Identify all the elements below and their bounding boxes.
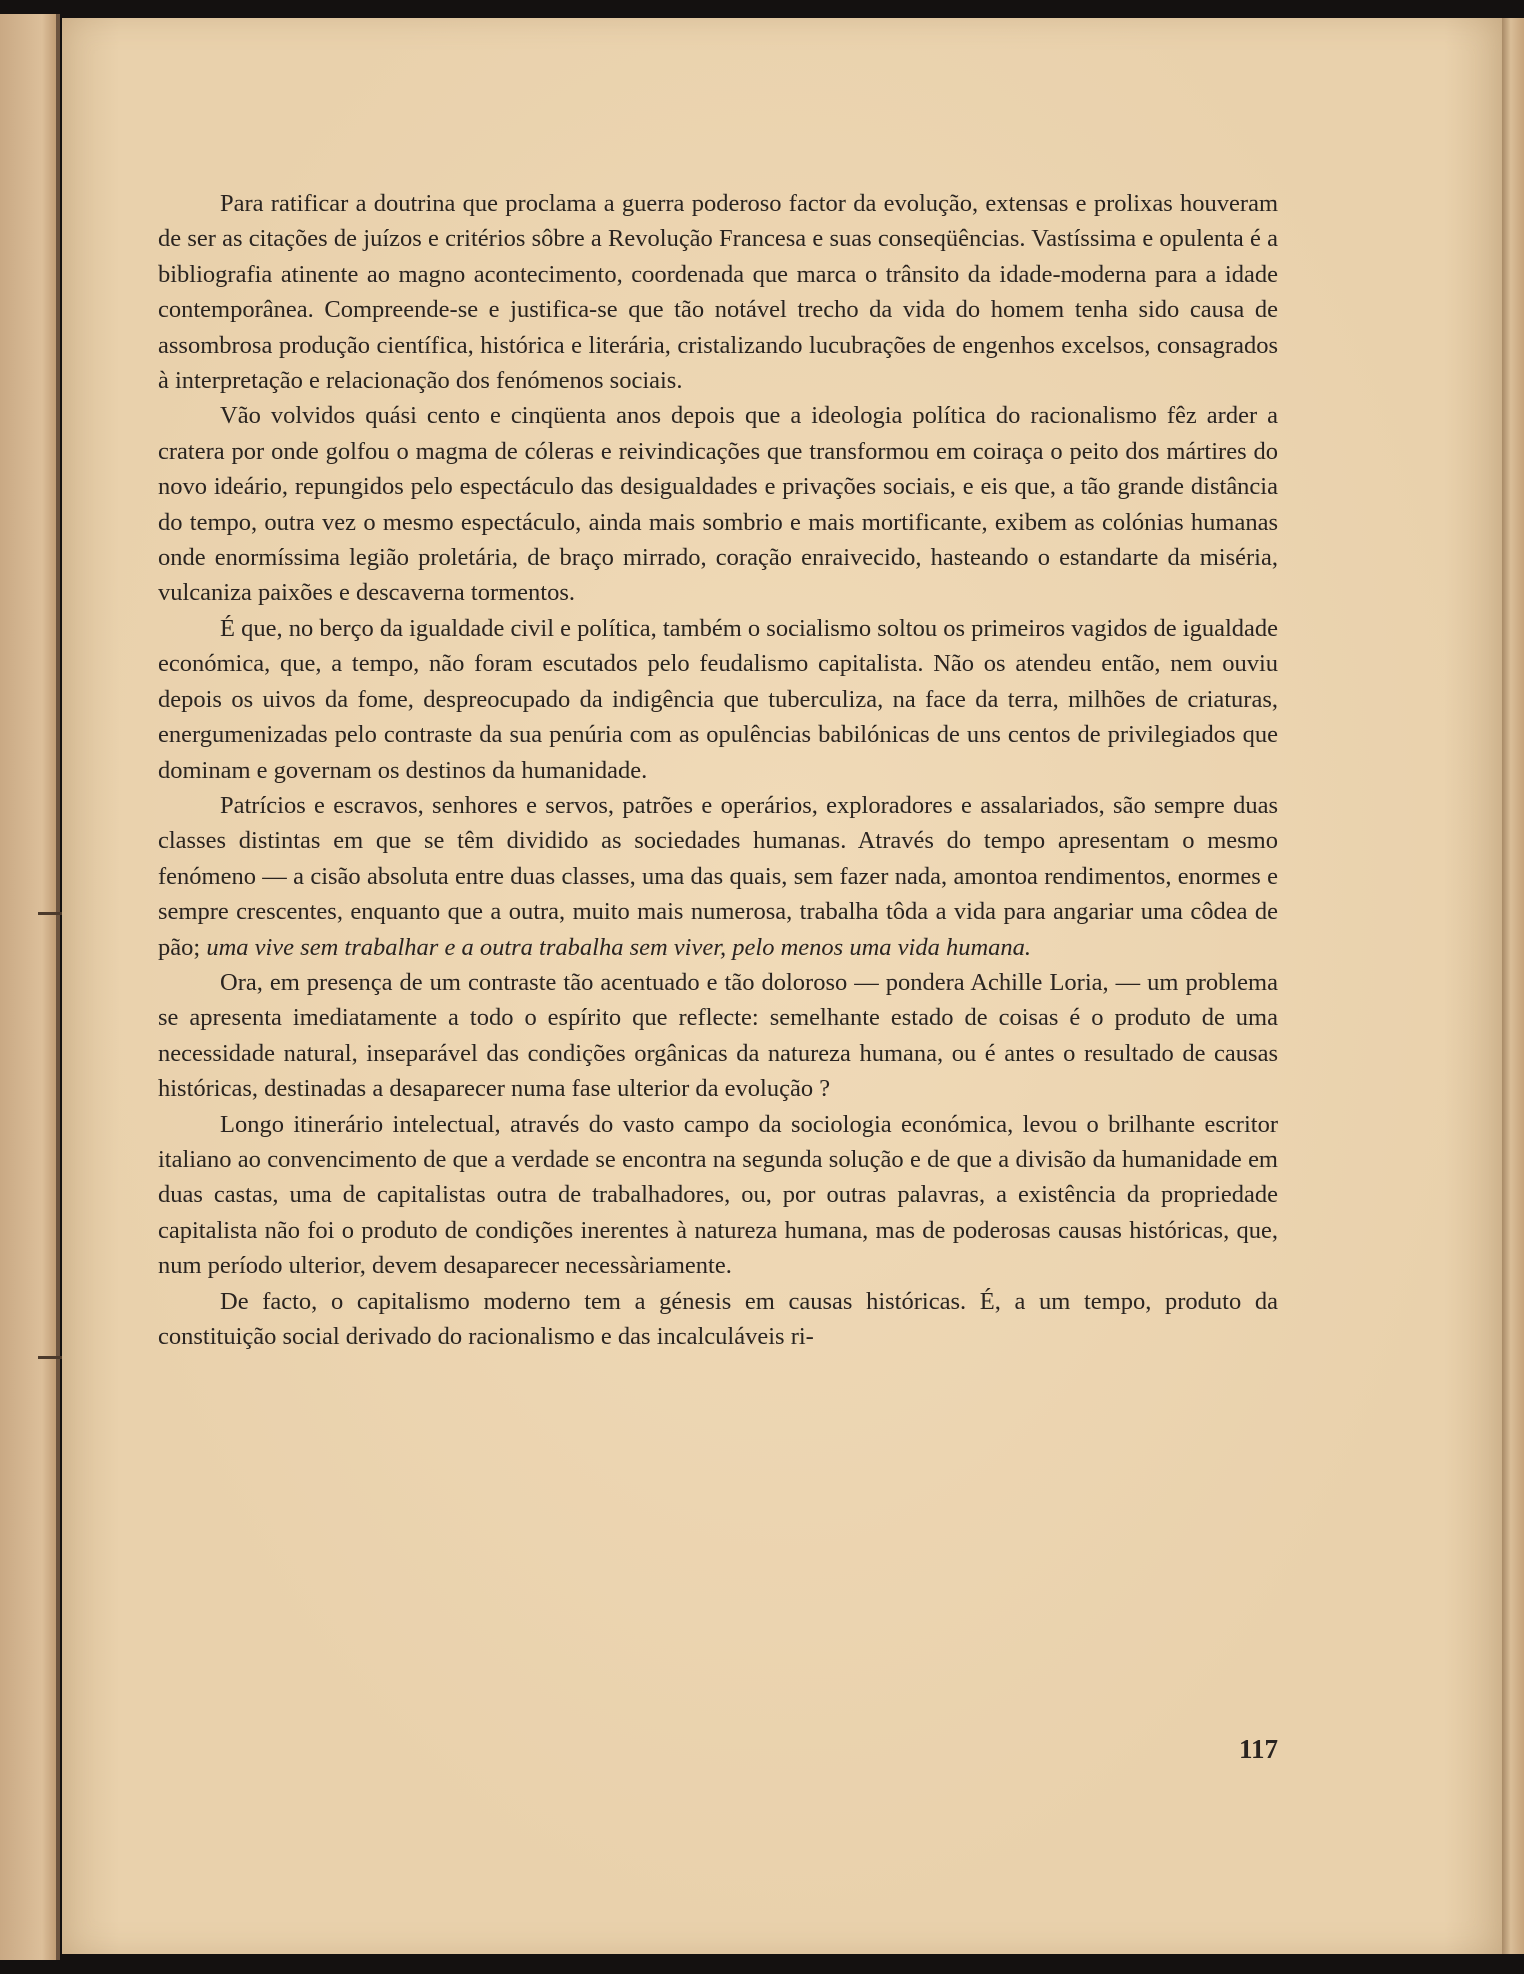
binding-thread-mark bbox=[38, 912, 64, 915]
body-text bbox=[158, 186, 1278, 1354]
page-number: 117 bbox=[1238, 1734, 1278, 1764]
paragraph: É que, no berço da igualdade civil e política, também o socialismo soltou os primeiros vagidos de igualdade económica, que, a tempo, não foram escutados pelo feudalismo capitalista. Não os atendeu então, nem ouviu depois os uivos da fome, despreocupado da indigência que tuberculiza, na face da terra, milhões de criaturas, energumenizadas pelo contraste da sua penúria com as opulências babilónicas de uns centos de privilegiados que dominam e governam os destinos da humanidade. bbox=[158, 614, 1278, 784]
paragraph: Longo itinerário intelectual, através do vasto campo da sociologia económica, levou o brilhante escritor italiano ao convencimento de que a verdade se encontra na segunda solução e de que a divisão da humanidade em duas castas, uma de capitalistas outra de trabalhadores, ou, por outras palavras, a existência da propriedade capitalista não foi o produto de condições inerentes à natureza humana, mas de poderosas causas históricas, que, num período ulterior, devem desaparecer necessàriamente. bbox=[158, 1110, 1278, 1280]
paragraph-text: Patrícios e escravos, senhores e servos, patrões e operários, exploradores e assalariados, são sempre duas classes distintas em que se têm dividido as sociedades humanas. Através do tempo apresentam o mesmo fenómeno — a cisão absoluta entre duas classes, uma das quais, sem fazer nada, amontoa rendimentos, enormes e sempre crescentes, enquanto que a outra, muito mais numerosa, trabalha tôda a vida para angariar uma côdea de pão; bbox=[158, 791, 1278, 961]
paragraph: Vão volvidos quási cento e cinqüenta anos depois que a ideologia política do racionalismo fêz arder a cratera por onde golfou o magma de cóleras e reivindicações que transformou em coiraça o peito dos mártires do novo ideário, repungidos pelo espectáculo das desigualdades e privações sociais, e eis que, a tão grande distância do tempo, outra vez o mesmo espectáculo, ainda mais sombrio e mais mortificante, exibem as colónias humanas onde enormíssima legião proletária, de braço mirrado, coração enraivecido, hasteando o estandarte da miséria, vulcaniza paixões e descaverna tormentos. bbox=[158, 402, 1278, 607]
binding-thread-mark bbox=[38, 1356, 64, 1359]
page-stack-edge bbox=[1502, 18, 1524, 1954]
paragraph: Ora, em presença de um contraste tão acentuado e tão doloroso — pondera Achille Loria, — um problema se apresenta imediatamente a todo o espírito que reflecte: semelhante estado de coisas é o produto de uma necessidade natural, inseparável das condições orgânicas da natureza humana, ou é antes o resultado de causas históricas, destinadas a desaparecer numa fase ulterior da evolução ? bbox=[158, 968, 1278, 1103]
previous-page-edge bbox=[0, 14, 60, 1960]
paragraph: De facto, o capitalismo moderno tem a génesis em causas históricas. É, a um tempo, produto da constituição social derivado do racionalismo e das incalculáveis ri- bbox=[158, 1287, 1278, 1350]
italic-quote: uma vive sem trabalhar e a outra trabalha sem viver, pelo menos uma vida humana. bbox=[206, 933, 1032, 961]
paragraph: Para ratificar a doutrina que proclama a guerra poderoso factor da evolução, extensas e prolixas houveram de ser as citações de juízos e critérios sôbre a Revolução Francesa e suas conseqüências. Vastíssima e opulenta é a bibliografia atinente ao magno acontecimento, coordenada que marca o trânsito da idade-moderna para a idade contemporânea. Compreende-se e justifica-se que tão notável trecho da vida do homem tenha sido causa de assombrosa produção científica, histórica e literária, cristalizando lucubrações de engenhos excelsos, consagrados à interpretação e relacionação dos fenómenos sociais. bbox=[158, 190, 1278, 395]
paragraph bbox=[158, 788, 1278, 965]
